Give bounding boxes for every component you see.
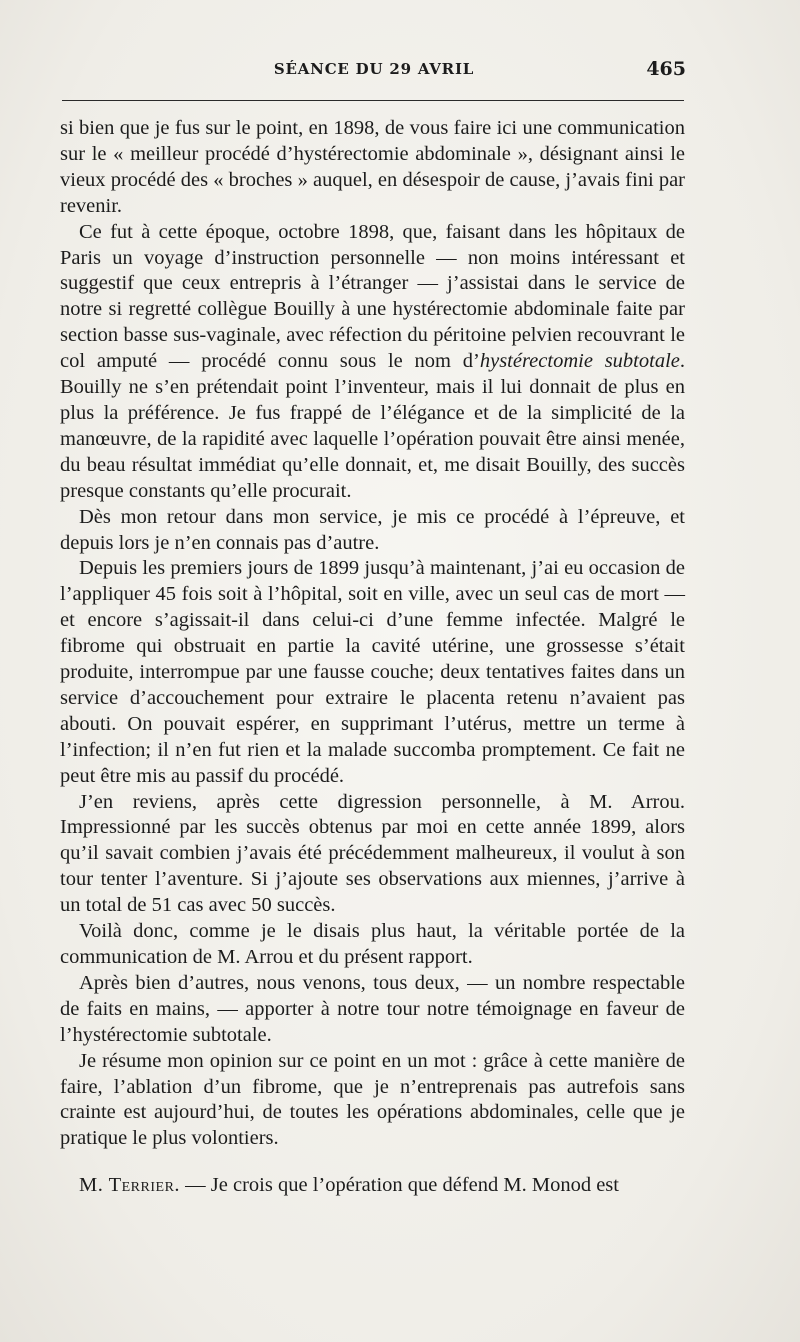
speaker-paragraph — [60, 1173, 685, 1199]
paragraph: Je résume mon opinion sur ce point en un mot : grâce à cette manière de faire, l’ablation d’un fibrome, que je n’entreprenais pas autrefois sans crainte est aujourd’hui, de toutes les opérations abdominales, celle que je pratique le plus volontiers. — [60, 1049, 685, 1150]
paragraph-text: . Bouilly ne s’en prétendait point l’inventeur, mais il lui donnait de plus en plus la préférence. Je fus frappé de l’élégance et de la simplicité de la manœuvre, de la rapidité avec laquelle l’opération pouvait être ainsi menée, du beau résultat immédiat qu’elle donnait, et, me disait Bouilly, des succès presque constants qu’elle procurait. — [60, 350, 685, 502]
speaker-text: — Je crois que l’opération que défend M. Monod est — [180, 1174, 619, 1197]
running-title: SÉANCE DU 29 AVRIL — [273, 60, 475, 78]
header-rule — [62, 100, 684, 101]
page-header — [62, 58, 686, 88]
page-number: 465 — [646, 58, 686, 80]
paragraph: J’en reviens, après cette digression personnelle, à M. Arrou. Impressionné par les succès obtenus par moi en cette année 1899, alors qu’il savait combien j’avais été précédemment malheureux, il voulut à son tour tenter l’aventure. Si j’ajoute ses observations aux miennes, j’arrive à un total de 51 cas avec 50 succès. — [60, 790, 685, 917]
paragraph: Après bien d’autres, nous venons, tous deux, — un nombre respectable de faits en mains, — apporter à notre tour notre témoignage en faveur de l’hystérectomie subtotale. — [60, 971, 685, 1046]
paragraph: Voilà donc, comme je le disais plus haut, la véritable portée de la communication de M. Arrou et du présent rapport. — [60, 920, 685, 968]
paragraph: Depuis les premiers jours de 1899 jusqu’à maintenant, j’ai eu occasion de l’appliquer 45 fois soit à l’hôpital, soit en ville, avec un seul cas de mort — et encore s’agissait-il dans celui-ci d’une femme infectée. Malgré le fibrome qui obstruait en partie la cavité utérine, une grossesse s’était produite, interrompue par une fausse couche; deux tentatives faites dans un service d’accouchement pour extraire le placenta retenu n’avaient pas abouti. On pouvait espérer, en supprimant l’utérus, mettre un terme à l’infection; il n’en fut rien et la malade succomba promptement. Ce fait ne peut être mis au passif du procédé. — [60, 557, 685, 787]
paragraph: Dès mon retour dans mon service, je mis ce procédé à l’épreuve, et depuis lors je n’en connais pas d’autre. — [60, 505, 685, 554]
italic-term: hystérectomie subtotale — [479, 350, 680, 373]
body-text — [60, 116, 685, 1199]
speaker-name: M. Terrier. — [79, 1174, 181, 1197]
paragraph-text: Ce fut à cette époque, octobre 1898, que, faisant dans les hôpitaux de Paris un voyage d’instruction personnelle — non moins intéressant et suggestif que ceux entrepris à l’étranger — j’assistai dans le service de notre si regretté collègue Bouilly à une hystérectomie abdominale faite par section basse sus-vaginale, avec réfection du péritoine pelvien recouvrant le col amputé — procédé connu sous le nom d’ — [60, 220, 685, 373]
paragraph — [60, 220, 685, 505]
paragraph: si bien que je fus sur le point, en 1898, de vous faire ici une communication sur le « meilleur procédé d’hystérectomie abdominale », désignant ainsi le vieux procédé des « broches » auquel, en désespoir de cause, j’avais fini par revenir. — [60, 117, 685, 217]
